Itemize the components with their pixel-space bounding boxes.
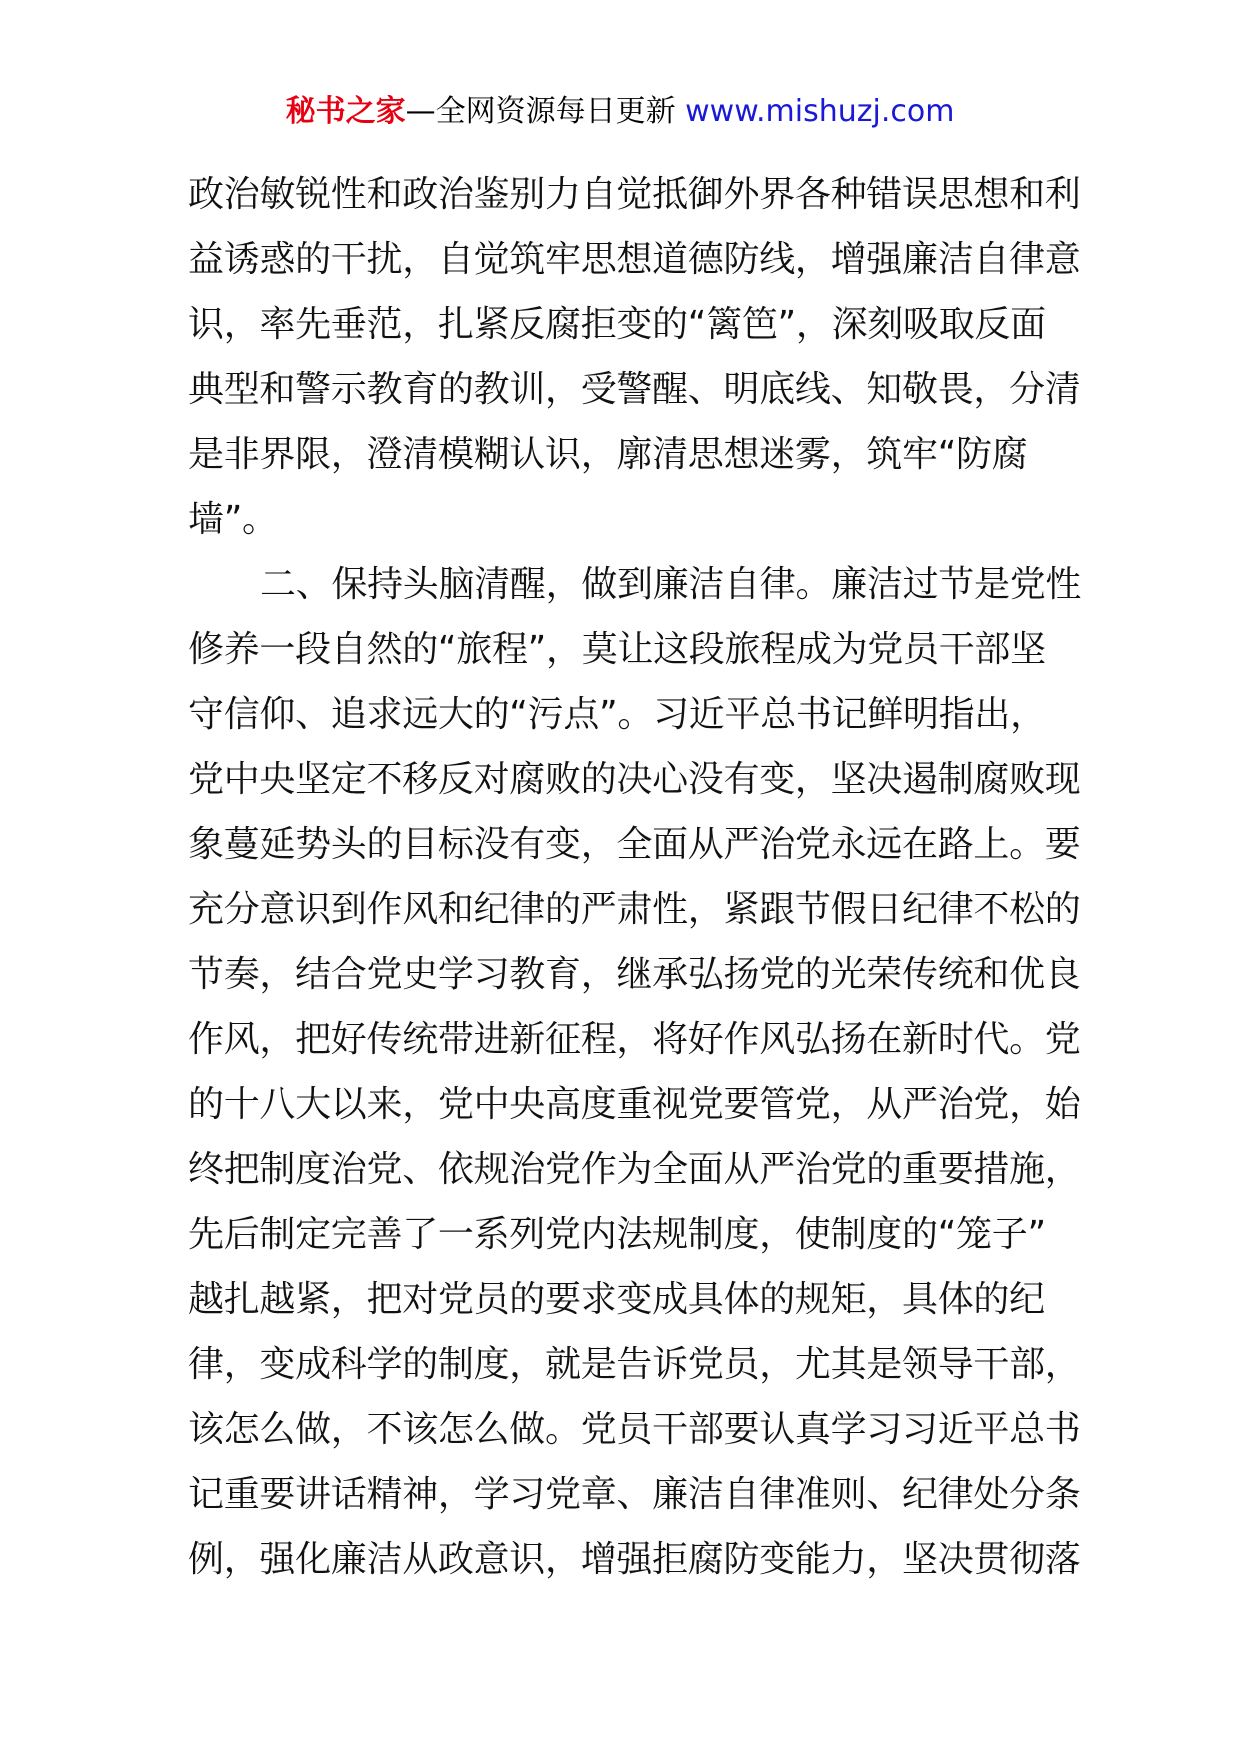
section-heading-line: 二、保持头脑清醒，做到廉洁自律。廉洁过节是党性 [260, 564, 1082, 605]
text-line: 作风，把好传统带进新征程，将好作风弘扬在新时代。党 [188, 1019, 1081, 1060]
header-tagline: 全网资源每日更新 [435, 94, 676, 129]
document-body [188, 162, 1082, 1592]
text-line: 该怎么做，不该怎么做。党员干部要认真学习习近平总书 [188, 1409, 1081, 1450]
text-line: 守信仰、追求远大的“污点”。习近平总书记鲜明指出， [188, 694, 1046, 735]
text-line: 记重要讲话精神，学习党章、廉洁自律准则、纪律处分条 [188, 1474, 1081, 1515]
text-line: 墙”。 [188, 499, 278, 540]
page-header [0, 92, 1240, 132]
text-line: 的十八大以来，党中央高度重视党要管党，从严治党，始 [188, 1084, 1081, 1125]
text-line: 先后制定完善了一系列党内法规制度，使制度的“笼子” [188, 1214, 1046, 1255]
text-line: 终把制度治党、依规治党作为全面从严治党的重要措施， [188, 1149, 1081, 1190]
text-line: 识，率先垂范，扎紧反腐拒变的“篱笆”，深刻吸取反面 [188, 304, 1046, 345]
text-line: 象蔓延势头的目标没有变，全面从严治党永远在路上。要 [188, 824, 1081, 865]
site-url-link[interactable]: www.mishuzj.com [685, 94, 955, 129]
text-line: 修养一段自然的“旅程”，莫让这段旅程成为党员干部坚 [188, 629, 1046, 670]
brand-name: 秘书之家 [285, 94, 406, 129]
header-separator: — [405, 94, 436, 129]
text-line: 律，变成科学的制度，就是告诉党员，尤其是领导干部， [188, 1344, 1081, 1385]
text-line: 政治敏锐性和政治鉴别力自觉抵御外界各种错误思想和利 [188, 174, 1081, 215]
text-line: 典型和警示教育的教训，受警醒、明底线、知敬畏，分清 [188, 369, 1081, 410]
text-line: 例，强化廉洁从政意识，增强拒腐防变能力，坚决贯彻落 [188, 1539, 1081, 1580]
text-line: 越扎越紧，把对党员的要求变成具体的规矩，具体的纪 [188, 1279, 1045, 1320]
text-line: 充分意识到作风和纪律的严肃性，紧跟节假日纪律不松的 [188, 889, 1081, 930]
text-line: 益诱惑的干扰，自觉筑牢思想道德防线，增强廉洁自律意 [188, 239, 1081, 280]
text-line: 是非界限，澄清模糊认识，廓清思想迷雾，筑牢“防腐 [188, 434, 1028, 475]
text-line: 党中央坚定不移反对腐败的决心没有变，坚决遏制腐败现 [188, 759, 1081, 800]
text-line: 节奏，结合党史学习教育，继承弘扬党的光荣传统和优良 [188, 954, 1081, 995]
